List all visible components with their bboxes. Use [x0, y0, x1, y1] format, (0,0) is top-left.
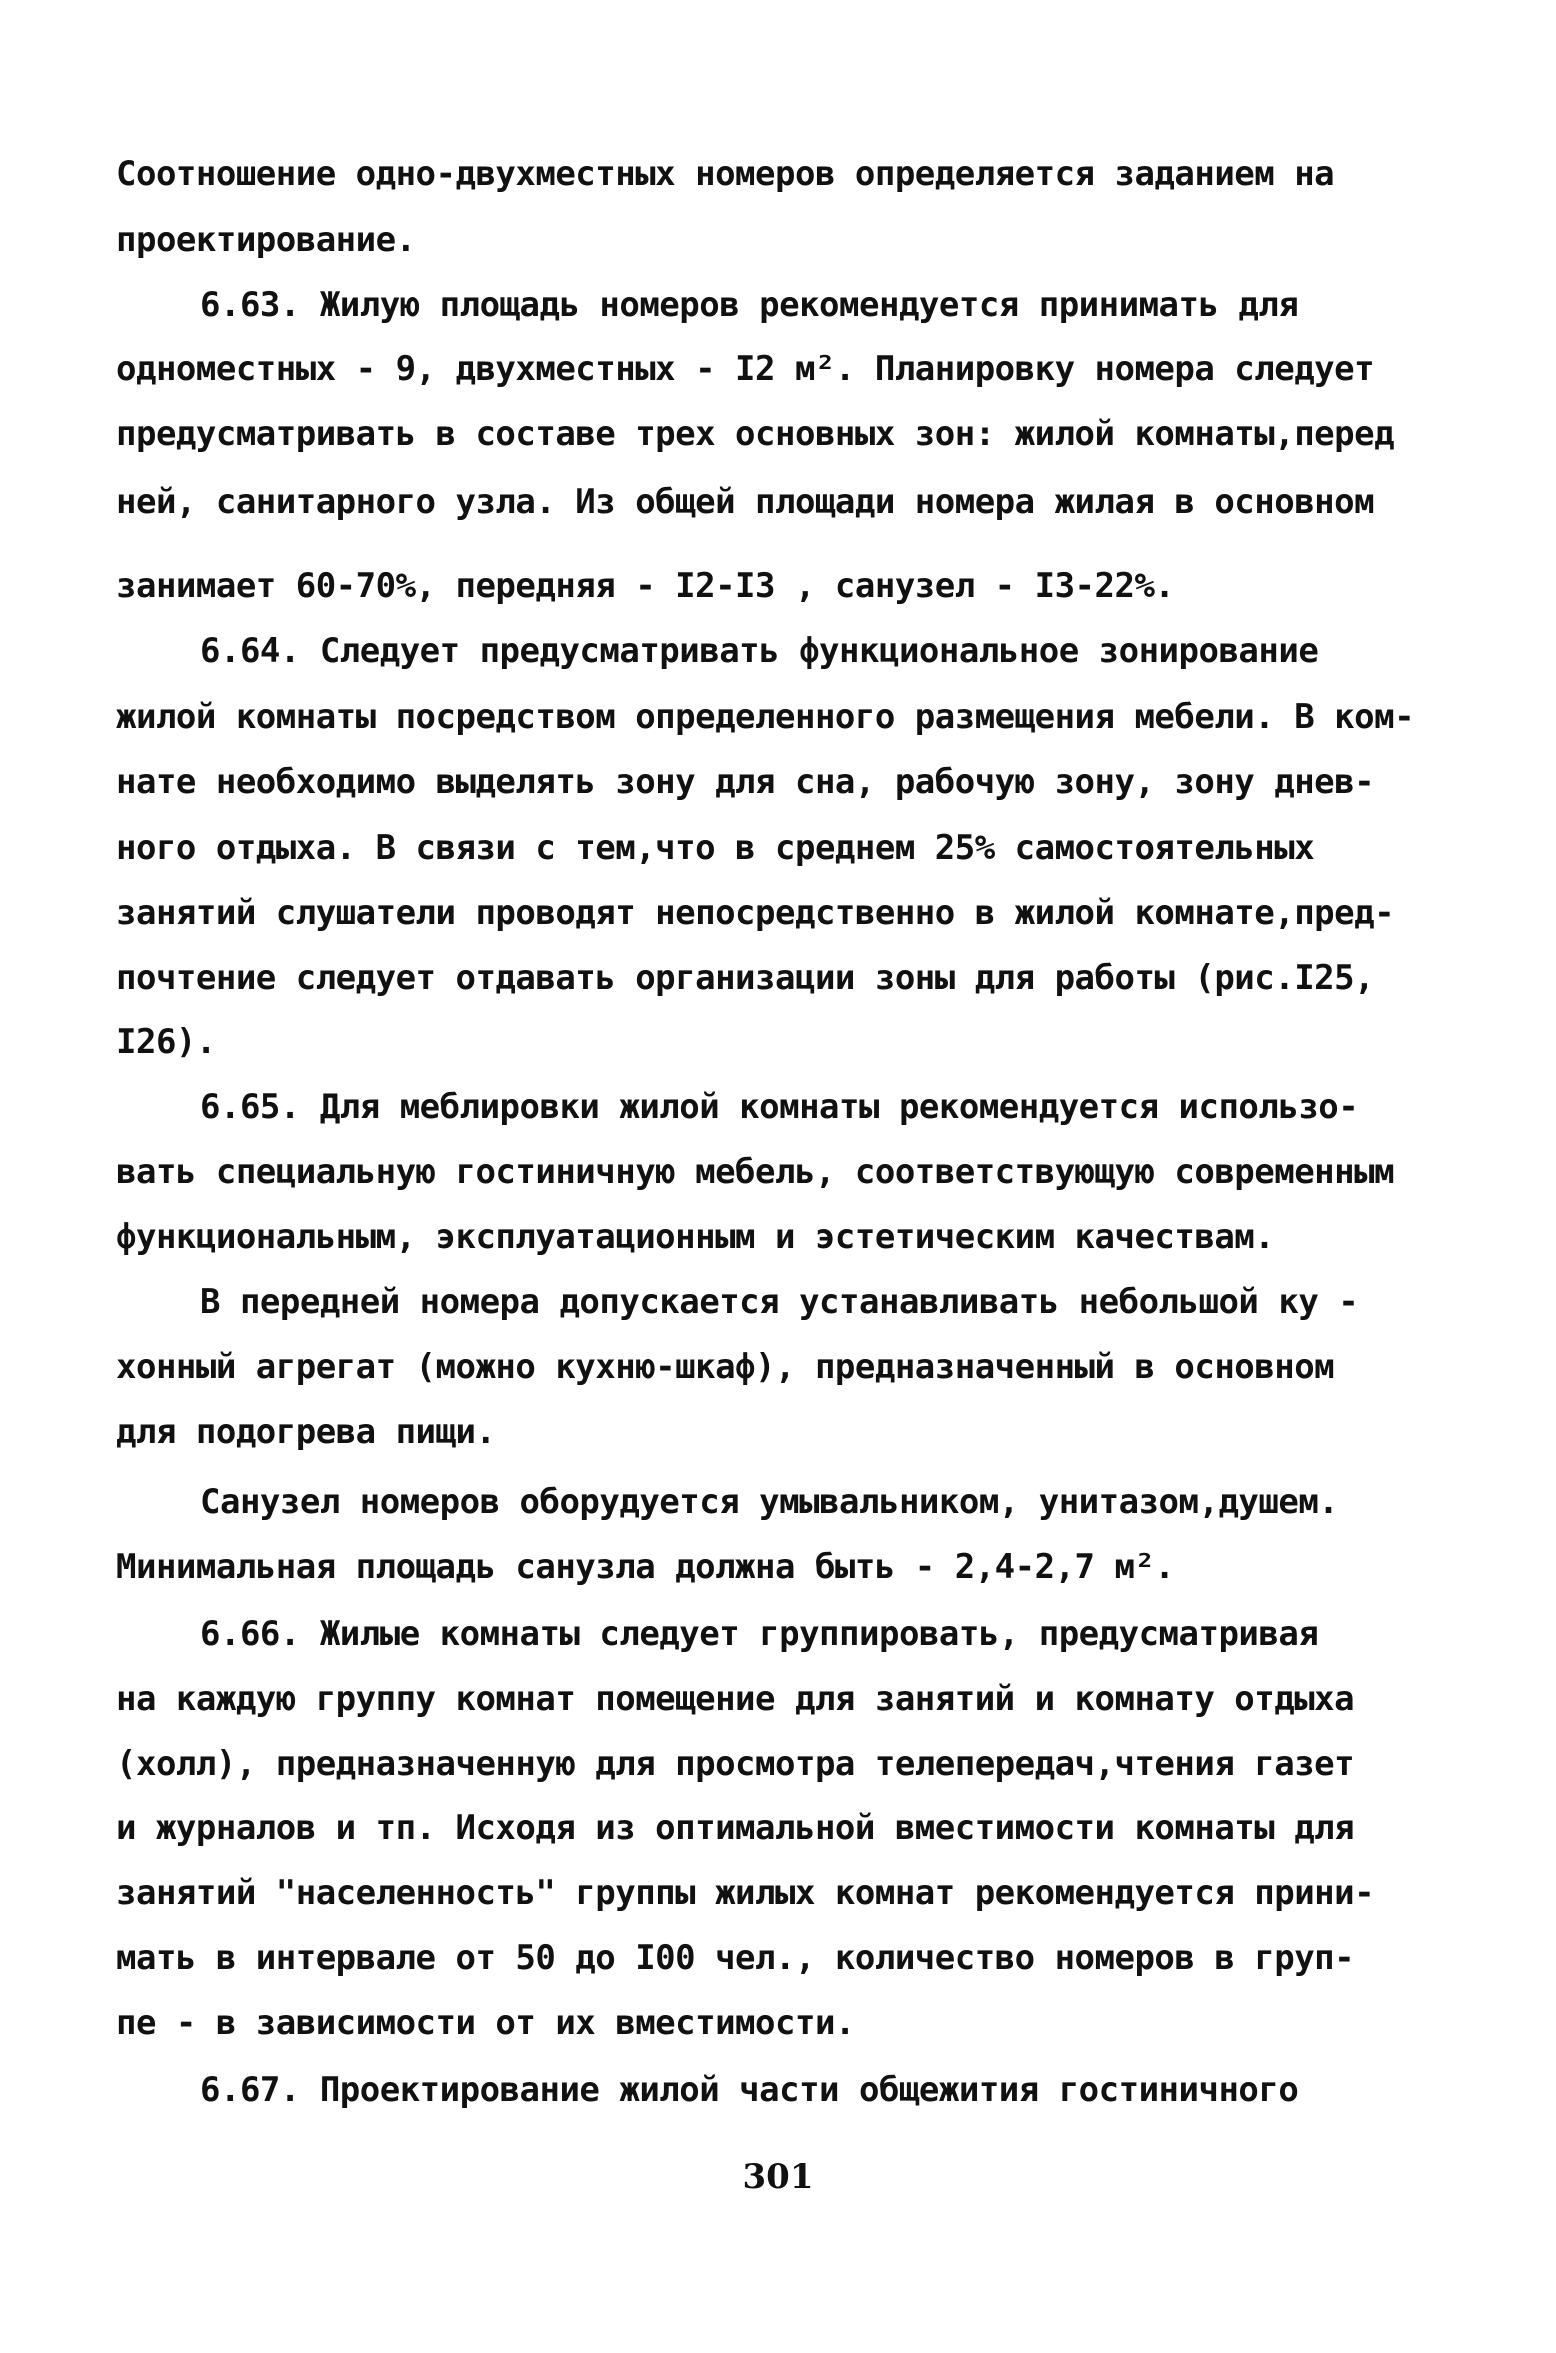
text-line: занятий слушатели проводят непосредственно в жилой комнате,пред- — [116, 893, 1395, 933]
text-line: В передней номера допускается устанавливать небольшой ку - — [200, 1282, 1359, 1322]
text-line: пе - в зависимости от их вместимости. — [116, 2003, 855, 2043]
text-line: занятий "населенность" группы жилых комнат рекомендуется прини- — [116, 1873, 1375, 1913]
text-line: предусматривать в составе трех основных зон: жилой комнаты,перед — [116, 414, 1395, 454]
text-line: жилой комнаты посредством определенного размещения мебели. В ком- — [116, 697, 1415, 737]
text-line: I26). — [116, 1022, 216, 1062]
text-line: почтение следует отдавать организации зоны для работы (рис.I25, — [116, 958, 1375, 998]
text-line: Соотношение одно-двухместных номеров определяется заданием на — [116, 154, 1335, 194]
text-line: мать в интервале от 50 до I00 чел., количество номеров в груп- — [116, 1938, 1355, 1978]
text-line: одноместных - 9, двухместных - I2 м². Планировку номера следует — [116, 349, 1375, 389]
page-number: 301 — [742, 2157, 814, 2197]
text-line: 6.63. Жилую площадь номеров рекомендуется принимать для — [200, 285, 1299, 325]
text-line: (холл), предназначенную для просмотра телепередач,чтения газет — [116, 1744, 1355, 1784]
text-line: Санузел номеров оборудуется умывальником, унитазом,душем. — [200, 1482, 1339, 1522]
text-line: на каждую группу комнат помещение для занятий и комнату отдыха — [116, 1679, 1355, 1719]
text-line: вать специальную гостиничную мебель, соответствующую современным — [116, 1152, 1395, 1192]
text-line: 6.64. Следует предусматривать функциональное зонирование — [200, 631, 1319, 671]
text-line: Минимальная площадь санузла должна быть - 2,4-2,7 м². — [116, 1547, 1175, 1587]
text-line: 6.65. Для меблировки жилой комнаты рекомендуется использо- — [200, 1087, 1359, 1127]
text-line: функциональным, эксплуатационным и эстетическим качествам. — [116, 1217, 1275, 1257]
text-line: ного отдыха. В связи с тем,что в среднем 25% самостоятельных — [116, 828, 1315, 868]
text-line: и журналов и тп. Исходя из оптимальной вместимости комнаты для — [116, 1808, 1355, 1848]
text-line: ней, санитарного узла. Из общей площади номера жилая в основном — [116, 482, 1375, 522]
text-line: проектирование. — [116, 220, 416, 260]
text-line: 6.66. Жилые комнаты следует группировать, предусматривая — [200, 1614, 1319, 1654]
text-line: занимает 60-70%, передняя - I2-I3 , санузел - I3-22%. — [116, 566, 1175, 606]
text-line: хонный агрегат (можно кухню-шкаф), предназначенный в основном — [116, 1347, 1335, 1387]
text-line: нате необходимо выделять зону для сна, рабочую зону, зону днев- — [116, 762, 1375, 802]
text-line: 6.67. Проектирование жилой части общежития гостиничного — [200, 2070, 1299, 2110]
text-line: для подогрева пищи. — [116, 1412, 496, 1452]
